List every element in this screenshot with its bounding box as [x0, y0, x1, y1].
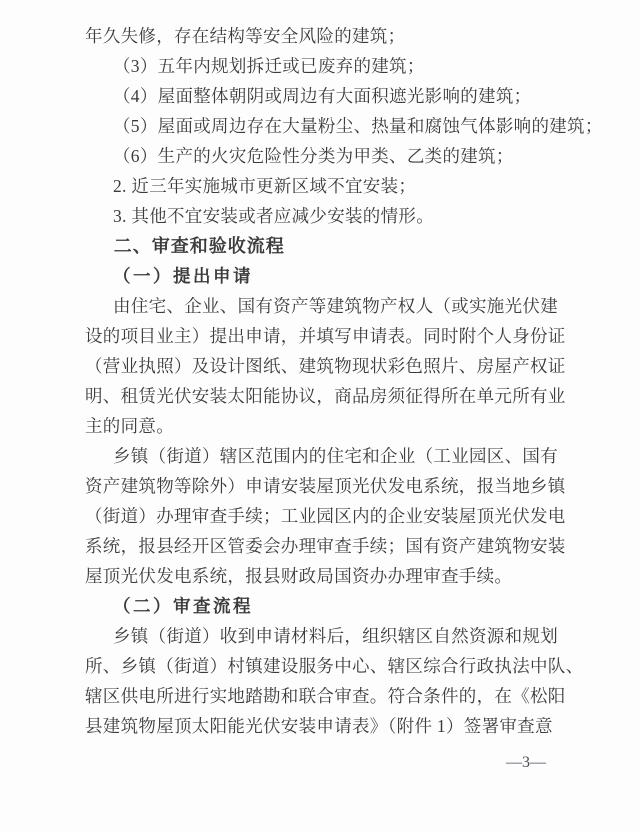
paragraph-line: 辖区供电所进行实地踏勘和联合审查。符合条件的，在《松阳	[85, 686, 566, 706]
paragraph-line: （街道）办理审查手续；工业园区内的企业安装屋顶光伏发电	[85, 506, 566, 526]
subsection-heading: （二）审查流程	[113, 596, 253, 616]
paragraph-line: 由住宅、企业、国有资产等建筑物产权人（或实施光伏建	[113, 296, 558, 316]
paragraph-line: 明、租赁光伏安装太阳能协议，商品房须征得所在单元所有业	[85, 386, 566, 406]
section-heading: 二、审查和验收流程	[113, 236, 285, 256]
paragraph-line: 年久失修，存在结构等安全风险的建筑；	[85, 26, 406, 46]
paragraph-line: （营业执照）及设计图纸、建筑物现状彩色照片、房屋产权证	[85, 356, 566, 376]
page-number: —3—	[506, 754, 546, 771]
paragraph-line: 资产建筑物等除外）申请安装屋顶光伏发电系统，报当地乡镇	[85, 476, 566, 496]
paragraph-line: 系统，报县经开区管委会办理审查手续；国有资产建筑物安装	[85, 536, 566, 556]
paragraph-line: 屋顶光伏发电系统，报县财政局国资办办理审查手续。	[85, 566, 513, 586]
paragraph-line: 乡镇（街道）收到申请材料后，组织辖区自然资源和规划	[113, 626, 558, 646]
paragraph-line: 乡镇（街道）辖区范围内的住宅和企业（工业园区、国有	[113, 446, 558, 466]
list-item: 3. 其他不宜安装或者应减少安装的情形。	[113, 206, 434, 226]
list-item: 2. 近三年实施城市更新区域不宜安装；	[113, 176, 417, 196]
list-item: （5）屋面或周边存在大量粉尘、热量和腐蚀气体影响的建筑；	[113, 116, 603, 136]
document-body	[85, 21, 603, 741]
paragraph-line: 主的同意。	[85, 416, 174, 436]
subsection-heading: （一）提出申请	[113, 266, 253, 286]
list-item: （3）五年内规划拆迁或已废弃的建筑；	[113, 56, 425, 76]
list-item: （4）屋面整体朝阴或周边有大面积遮光影响的建筑；	[113, 86, 532, 106]
paragraph-line: 县建筑物屋顶太阳能光伏安装申请表》（附件 1）签署审查意	[85, 716, 553, 736]
list-item: （6）生产的火灾危险性分类为甲类、乙类的建筑；	[113, 146, 514, 166]
paragraph-line: 设的项目业主）提出申请，并填写申请表。同时附个人身份证	[85, 326, 566, 346]
paragraph-line: 所、乡镇（街道）村镇建设服务中心、辖区综合行政执法中队、	[85, 656, 584, 676]
